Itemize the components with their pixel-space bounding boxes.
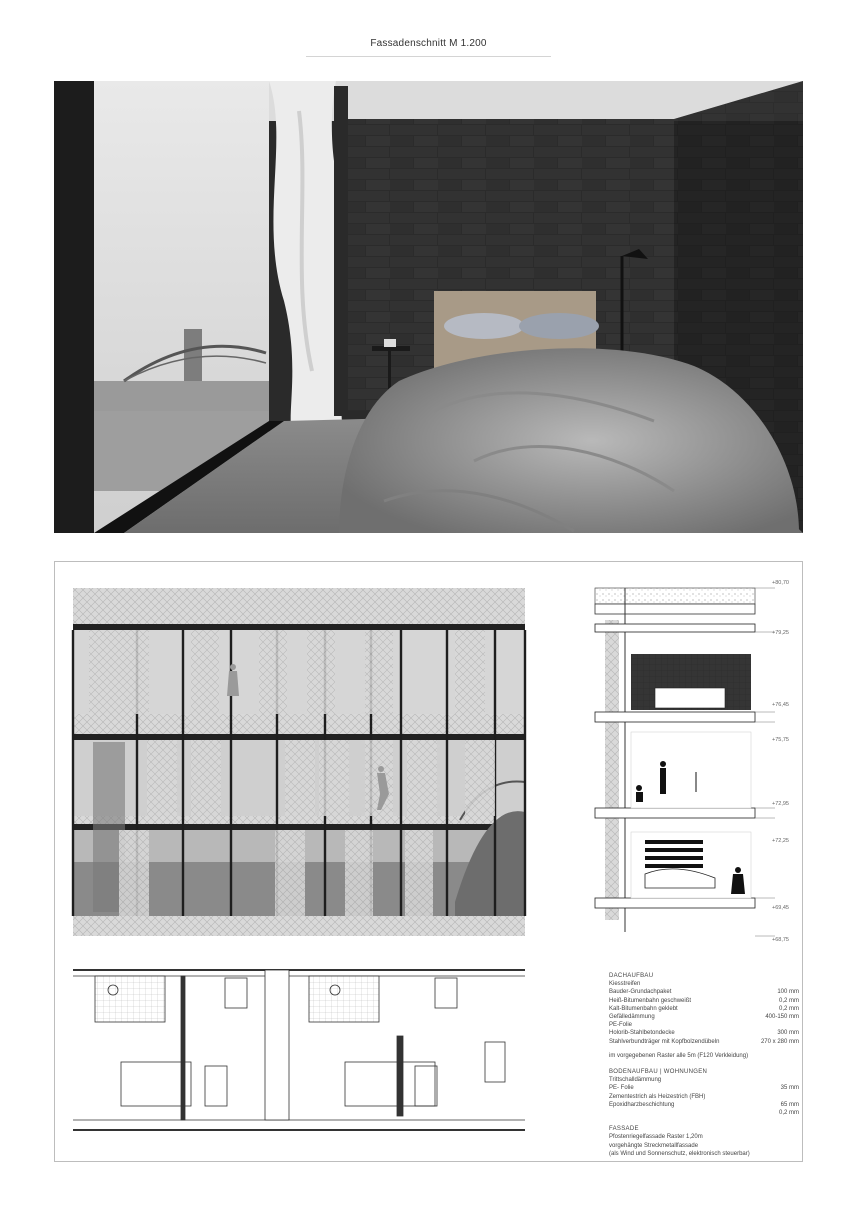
notes-row: Heiß-Bitumenbahn geschweißt 0,2 mm bbox=[609, 997, 799, 1004]
notes-row: Kalt-Bitumenbahn geklebt 0,2 mm bbox=[609, 1005, 799, 1012]
notes-line: Pfostenriegelfassade Raster 1,20m bbox=[609, 1134, 703, 1141]
construction-notes bbox=[609, 968, 799, 1158]
notes-heading-facade: FASSADE bbox=[609, 1126, 639, 1133]
notes-row: PE- Folie 35 mm bbox=[609, 1085, 799, 1092]
level-label: +75,75 bbox=[772, 737, 789, 743]
floor-plan bbox=[73, 970, 525, 1130]
bedroom-render-image bbox=[54, 81, 803, 533]
title-divider bbox=[306, 56, 551, 57]
notes-row: Bauder-Grundachpaket 100 mm bbox=[609, 989, 799, 996]
level-label: +79,25 bbox=[772, 630, 789, 636]
notes-row: Trittschalldämmung bbox=[609, 1077, 662, 1084]
notes-heading-roof: DACHAUFBAU bbox=[609, 973, 654, 979]
notes-row: Zementestrich als Heizestrich (FBH) bbox=[609, 1093, 706, 1100]
sheet-title: Fassadenschnitt M 1.200 bbox=[370, 38, 487, 49]
notes-raster-note: im vorgegebenen Raster alle 5m (F120 Verkleidung) bbox=[609, 1052, 749, 1059]
notes-line: (als Wind und Sonnenschutz, elektronisch steuerbar) bbox=[609, 1150, 750, 1157]
level-label: +72,95 bbox=[772, 801, 789, 807]
notes-heading-floor: BODENAUFBAU | WOHNUNGEN bbox=[609, 1069, 708, 1076]
facade-section bbox=[595, 588, 775, 936]
level-label: +69,45 bbox=[772, 905, 789, 911]
level-label: +68,75 bbox=[772, 937, 789, 943]
notes-row: Kiesstreifen bbox=[609, 981, 641, 988]
notes-line: vorgehängte Streckmetallfassade bbox=[609, 1142, 699, 1149]
facade-elevation bbox=[73, 588, 525, 936]
notes-row: Stahlverbundträger mit Kopfbolzendübeln 270 x 280 mm bbox=[609, 1038, 799, 1045]
notes-row: 0,2 mm bbox=[778, 1110, 799, 1117]
bedroom-render-svg bbox=[54, 81, 803, 533]
notes-row: Holorib-Stahlbetondecke 300 mm bbox=[609, 1030, 799, 1037]
notes-row: Epoxidharzbeschichtung 65 mm bbox=[609, 1101, 799, 1108]
notes-row: Gefälledämmung 400-150 mm bbox=[609, 1014, 799, 1021]
level-label: +76,45 bbox=[772, 702, 789, 708]
level-label: +80,70 bbox=[772, 580, 789, 586]
level-label: +72,25 bbox=[772, 838, 789, 844]
notes-row: PE-Folie bbox=[609, 1022, 633, 1029]
